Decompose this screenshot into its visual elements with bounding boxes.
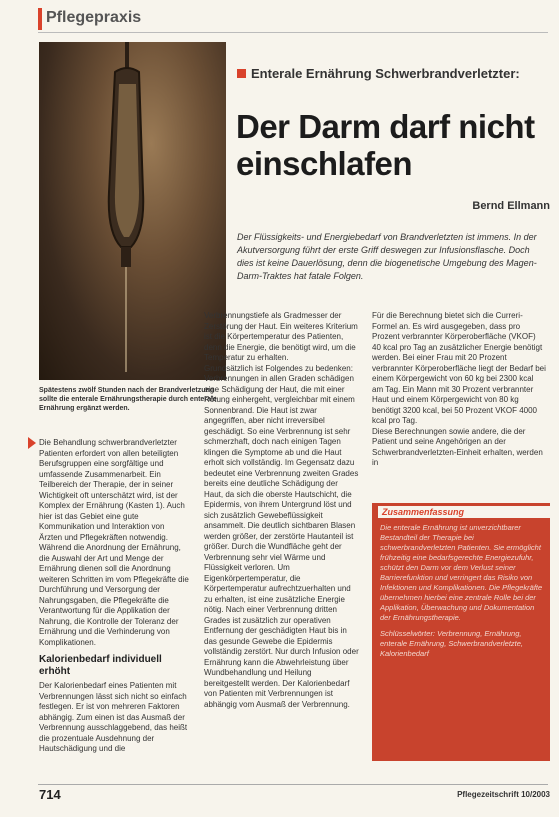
paragraph: Verbrennungstiefe als Gradmesser der Zerstörung der Haut. Ein weiteres Kriterium ist die Körpertemperatur des Patienten, denn die Energie, die benötigt wird, um die Temperatur zu erhalten. [204,311,358,362]
paragraph: Grundsätzlich ist Folgendes zu bedenken: Verbrennungen in allen Graden schädigen eine Schädigung der Haut, die mit einer Rötung einhergeht, vergleichbar mit einem Sonnenbrand. Die Haut ist zwar angegriffen, aber nicht irreversibel geschädigt. So eine Verbrennung ist sehr schmerzhaft, doch nach einigen Tagen klingen die Symptome ab und die Haut erholt sich vollständig. Im Gegensatz dazu bedeutet eine Verbrennung zweiten Grades bereits eine deutliche Schädigung der Haut, da sich die oberste Hautschicht, die Epidermis, von ihrem Untergrund löst und sich zusätzlich Gewebeflüssigkeit ansammelt. Die deutlich sichtbaren Blasen werden größer, der zerstörte Hautanteil ist größer. Durch die Wundfläche geht der Verbrennung sehr viel Wärme und Flüssigkeit verloren. Um Eigenkörpertemperatur, die Körpertemperatur aufrechtzuerhalten und zu erhalten, ist eine zusätzliche Energie nötig. Nach einer Verbrennung dritten Grades ist zusätzlich zur operativen Entfernung der geschädigten Haut bis in das gesunde Gewebe die Epidermis vollständig zerstört. Nur durch Infusion oder Ernährung kann die Abwehrleistung über Wundbehandlung und Heilung bereitgestellt werden. Der Kalorienbedarf von Patienten mit Verbrennungen ist abhängig vom Ausmaß der Verbrennung. [204,363,359,709]
page-number: 714 [39,787,61,802]
summary-keywords: Schlüsselwörter: Verbrennung, Ernährung, enterale Ernährung, Schwerbrandverletzte, Kalorienbedarf [380,629,523,658]
author-name: Bernd Ellmann [472,200,550,212]
article-kicker: Enterale Ernährung Schwerbrandverletzter: [251,66,520,81]
section-marker [38,8,42,30]
start-arrow-icon [28,437,36,449]
kicker-marker [237,69,246,78]
body-column-3 [372,311,546,469]
body-column-1 [39,438,189,755]
photo-caption: Spätestens zwölf Stunden nach der Brandverletzung sollte die enterale Ernährungstherapie durch enterale Ernährung ergänzt werden. [39,387,217,412]
journal-issue: Pflegezeitschrift 10/2003 [457,790,550,799]
summary-text [380,523,544,659]
paragraph: Diese Berechnungen sowie andere, die der Patient und seine Angehörigen an der Schwerbrandverletzten-Einheit erhalten, werden in [372,426,543,467]
infusion-bottle-photo [39,42,226,380]
body-column-2 [204,311,359,710]
section-title: Pflegepraxis [46,9,142,26]
summary-heading: Zusammenfassung [378,506,550,518]
footer-divider [38,784,548,785]
paragraph: Für die Berechnung bietet sich die Curreri-Formel an. Es wird ausgegeben, dass pro Prozent verbrannter Körperoberfläche (VKOF) 40 kcal pro Tag an zusätzlicher Energie benötigt werden. Bei einer Frau mit 20 Prozent verbrannter Körperoberfläche liegt der Bedarf bei einem Körpergewicht von 60 kg bei 2300 kcal am Tag. Ein Mann mit 30 Prozent verbrannter Haut und einem Körpergewicht von 80 kg benötigt 3200 kcal, bei 50 Prozent VKOF 4000 kcal pro Tag. [372,311,546,425]
paragraph: Die Behandlung schwerbrandverletzter Patienten erfordert von allen beteiligten Berufsgruppen eine sorgfältige und umfassende Zusammenarbeit. Ein Teilbereich der Therapie, der in seiner Wichtigkeit oft unterschätzt wird, ist der Komplex der Ernährung (Kasten 1). Auch hier ist das Gebiet eine gute Kommunikation und Interaktion von Ärzten und Pflegekräften notwendig. Während die Anordnung der Ernährung, die Auswahl der Art und Menge der Ernährung dienen soll die Anordnung weiteren Schritten im vom Pflegekräfte die Durchführung und Versorgung der Nahrungsgaben, die Pflegekräfte die Verantwortung für die Applikation der Nahrung, die Kontrolle der Toleranz der Ernährung und die Verhinderung von Komplikationen. [39,438,189,647]
header-divider [38,32,548,33]
article-title: Der Darm darf nicht einschlafen [236,108,535,182]
article-lead: Der Flüssigkeits- und Energiebedarf von Brandverletzten ist immens. In der Akutversorgung führt der erste Griff deswegen zur Infusionsflasche. Doch dies ist keine Dauerlösung, denn die biogenetische Umgebung des Magen-Darm-Traktes hat fatale Folgen. [237,232,537,281]
subheading: Kalorienbedarf individuell erhöht [39,654,162,677]
paragraph: Der Kalorienbedarf eines Patienten mit Verbrennungen lässt sich nicht so einfach festlegen. Er ist von mehreren Faktoren abhängig. Zum einen ist das Ausmaß der Verbrennung ausschlaggebend, das heißt die prozentuale Ausdehnung der Hautschädigung und die [39,681,188,753]
infusion-bottle-illustration [39,42,226,380]
summary-paragraph: Die enterale Ernährung ist unverzichtbarer Bestandteil der Therapie bei schwerbrandverletzten Patienten. Sie ermöglicht frühzeitig eine bedarfsgerechte Energiezufuhr, schützt den Darm vor dem Verlust seiner Barrierefunktion und verringert das Risiko von Infektionen und Komplikationen. Die Pflegekräfte übernehmen hierbei eine zentrale Rolle bei der Applikation, Überwachung und Dokumentation der Ernährungstherapie. [380,523,543,622]
